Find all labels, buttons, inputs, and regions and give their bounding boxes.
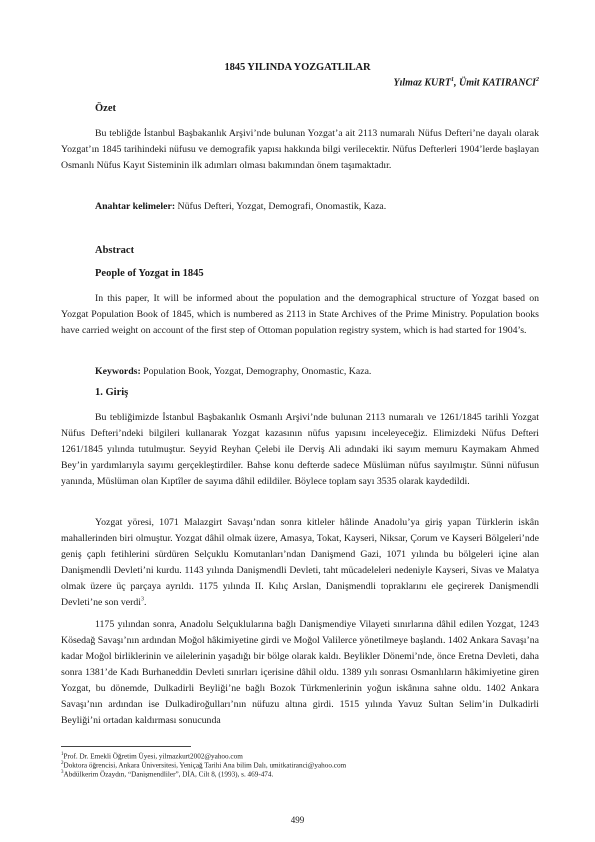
footnote-ref-3: 3 [140,596,144,603]
footnote-3 [61,768,273,779]
ozet-heading: Özet [95,103,116,114]
footnote-1-mark: 1 [61,752,64,757]
author-1-footnote-mark: 1 [451,77,455,83]
giris-paragraph-2 [61,515,539,611]
giris-paragraph-2-text: Yozgat yöresi, 1071 Malazgirt Savaşı’ndan sonra kitleler hâlinde Anadolu’ya giriş yapan Türklerin iskân mahallerinden biri olmuştur. Yozgat dâhil olmak üzere, Amasya, Tokat, Kayseri, Niksar, Çorum ve Kayseri Bölgeleri’nde geniş çaplı fetihlerini sürdüren Selçuklu Komutanları’ndan Danişmend Gazi, 1071 yılında bu bölgeleri içine alan Danişmendli Devleti’ni kurdu. 1143 yılında Danişmendli Devleti, taht mücadeleleri nedeniyle Kayseri, Sivas ve Malatya olmak üzere üç parçaya ayrıldı. 1175 yılında II. Kılıç Arslan, Danişmendli topraklarını ele geçirerek Danişmendli Devleti’ne son verdi [61,517,539,608]
abstract-keywords-label: Keywords: [95,366,141,377]
footnote-2-text: Doktora öğrencisi, Ankara Üniversitesi, Yeniçağ Tarihi Ana bilim Dalı, umitkatiranci@yahoo.com [63,761,347,770]
footnote-3-mark: 3 [61,770,64,775]
giris-heading: 1. Giriş [95,387,129,398]
giris-paragraph-3: 1175 yılından sonra, Anadolu Selçuklularına bağlı Danişmendiye Vilayeti sınırlarına dâhil edilen Yozgat, 1243 Kösedağ Savaşı’nın ardından Moğol hâkimiyetine girdi ve Moğol Valilerce yönetilmeye başlandı. 1402 Ankara Savaşı’na kadar Moğol birliklerinin ve ailelerinin yaşadığı bir bölge olarak kaldı. Beylikler Dönemi’nde, önce Eretna Devleti, daha sonra 1381’de Kadı Burhaneddin Devleti sınırları içerisine dâhil oldu. 1389 yılı sonrası Osmanlıların hâkimiyetine giren Yozgat, bu dönemde, Dulkadirli Beyliği’ne bağlı Bozok Türkmenlerinin yoğun iskânına sahne oldu. 1402 Ankara Savaşı’nın ardından ise Dulkadiroğulları’nın nüfuzu altına girdi. 1515 yılında Yavuz Sultan Selim’in Dulkadirli Beyliği’ni ortadan kaldırması sonucunda [61,619,539,726]
giris-paragraph-1: Bu tebliğimizde İstanbul Başbakanlık Osmanlı Arşivi’nde bulunan 2113 numaralı ve 1261/1845 tarihli Yozgat Nüfus Defteri’ndeki bilgileri kullanarak Yozgat kazasının nüfus yapısını inceleyeceğiz. Elimizdeki Nüfus Defteri 1261/1845 yılında tutulmuştur. Seyyid Reyhan Çelebi ile Derviş Ali adındaki iki sayım memuru Kaymakam Ahmed Bey’in yardımlarıyla sayımı gerçekleştirdiler. Bahse konu defterde sadece Müslüman nüfus sayılmıştır. Sünni nüfusun yanında, Müslüman olan Kıptîler de sayıma dâhil edildiler. Böylece toplam sayı 3535 olarak kaydedildi. [61,412,539,487]
abstract-keywords-list: Population Book, Yozgat, Demography, Onomastic, Kaza. [140,366,372,377]
ozet-keywords-label: Anahtar kelimeler: [95,201,176,212]
abstract-paragraph: In this paper, It will be informed about the population and the demographical structure of Yozgat based on Yozgat Population Book of 1845, which is numbered as 2113 in State Archives of the Prime Ministry. Population books have carried weight on account of the first step of Ottoman population registry system, which is had started for 1904’s. [61,293,539,336]
author-separator: , [454,77,460,89]
footnote-3-text: Abdülkerim Özaydın, “Danişmendliler”, DİA, Cilt 8, (1993), s. 469-474. [63,770,274,779]
footnote-2-mark: 2 [61,761,64,766]
ozet-keywords [95,199,539,215]
author-line [394,77,539,88]
abstract-subtitle: People of Yozgat in 1845 [95,268,204,279]
paper-title: 1845 YILINDA YOZGATLILAR [224,62,371,73]
abstract-heading: Abstract [95,245,135,256]
author-2: Ümit KATIRANCI [459,77,536,89]
footnote-1-text: Prof. Dr. Emekli Öğretim Üyesi, yilmazkurt2002@yahoo.com [63,752,243,761]
page-number: 499 [290,815,305,825]
author-2-footnote-mark: 2 [536,77,539,83]
author-1: Yılmaz KURT [393,77,452,89]
ozet-paragraph: Bu tebliğde İstanbul Başbakanlık Arşivi’nde bulunan Yozgat’a ait 2113 numaralı Nüfus Defteri’ne dayalı olarak Yozgat’ın 1845 tarihindeki nüfusu ve demografik yapısı hakkında bilgi verilecektir. Nüfus Defterleri 1904’lerde başlayan Osmanlı Nüfus Kayıt Sisteminin ilk adımları olması bakımından önem taşımaktadır. [61,128,539,171]
ozet-keywords-list: Nüfus Defteri, Yozgat, Demografi, Onomastik, Kaza. [175,201,387,212]
giris-paragraph-2-end: . [143,597,147,608]
footnote-divider [61,746,191,747]
abstract-keywords [95,364,539,380]
